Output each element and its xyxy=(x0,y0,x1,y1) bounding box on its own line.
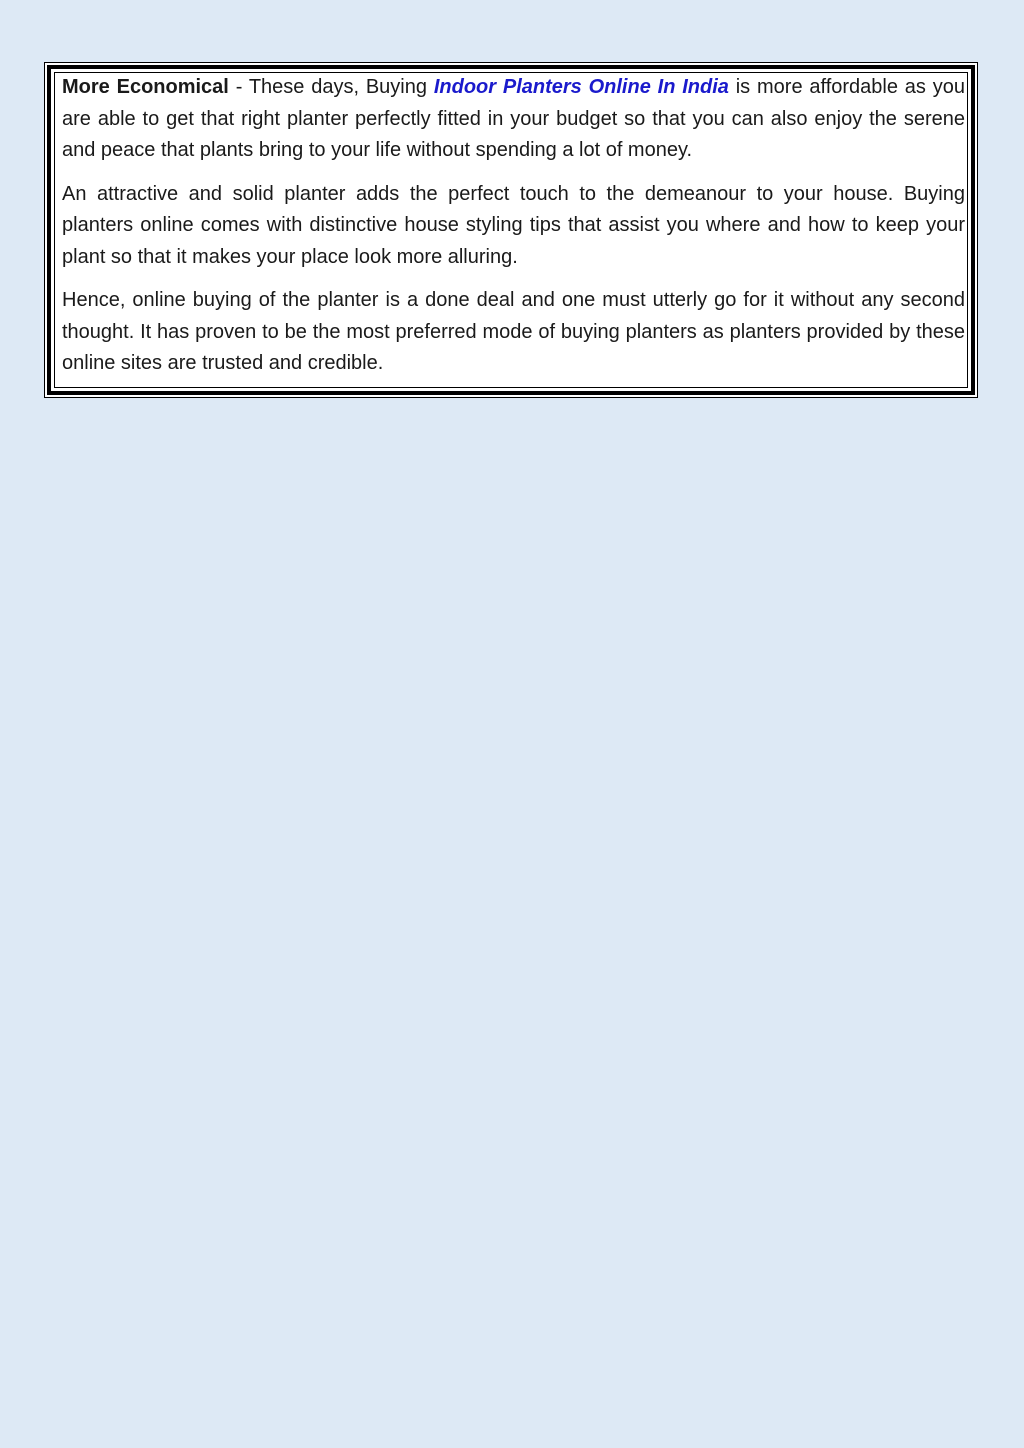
paragraph-intro-text: - These days, Buying xyxy=(228,76,434,98)
paragraph-continuation-text: is more affordable as you are able to get that right planter perfectly fitted in your budget so that you can also enjoy the serene and peace that plants bring to your life without spending a lot of money. xyxy=(62,76,966,161)
paragraph-more-economical xyxy=(62,72,965,167)
paragraph-online-buying: Hence, online buying of the planter is a done deal and one must utterly go for it without any second thought. It has proven to be the most preferred mode of buying planters as planters provided by these online sites are trusted and credible. xyxy=(62,289,965,374)
indoor-planters-link[interactable]: Indoor Planters Online In India xyxy=(433,76,729,98)
paragraph-lead-heading: More Economical xyxy=(62,76,229,98)
text-box-content xyxy=(62,72,965,392)
paragraph-attractive-planter: An attractive and solid planter adds the perfect touch to the demeanour to your house. Buying planters online comes with distinctive house styling tips that assist you where and how to keep your plant so that it makes your place look more alluring. xyxy=(62,182,965,268)
